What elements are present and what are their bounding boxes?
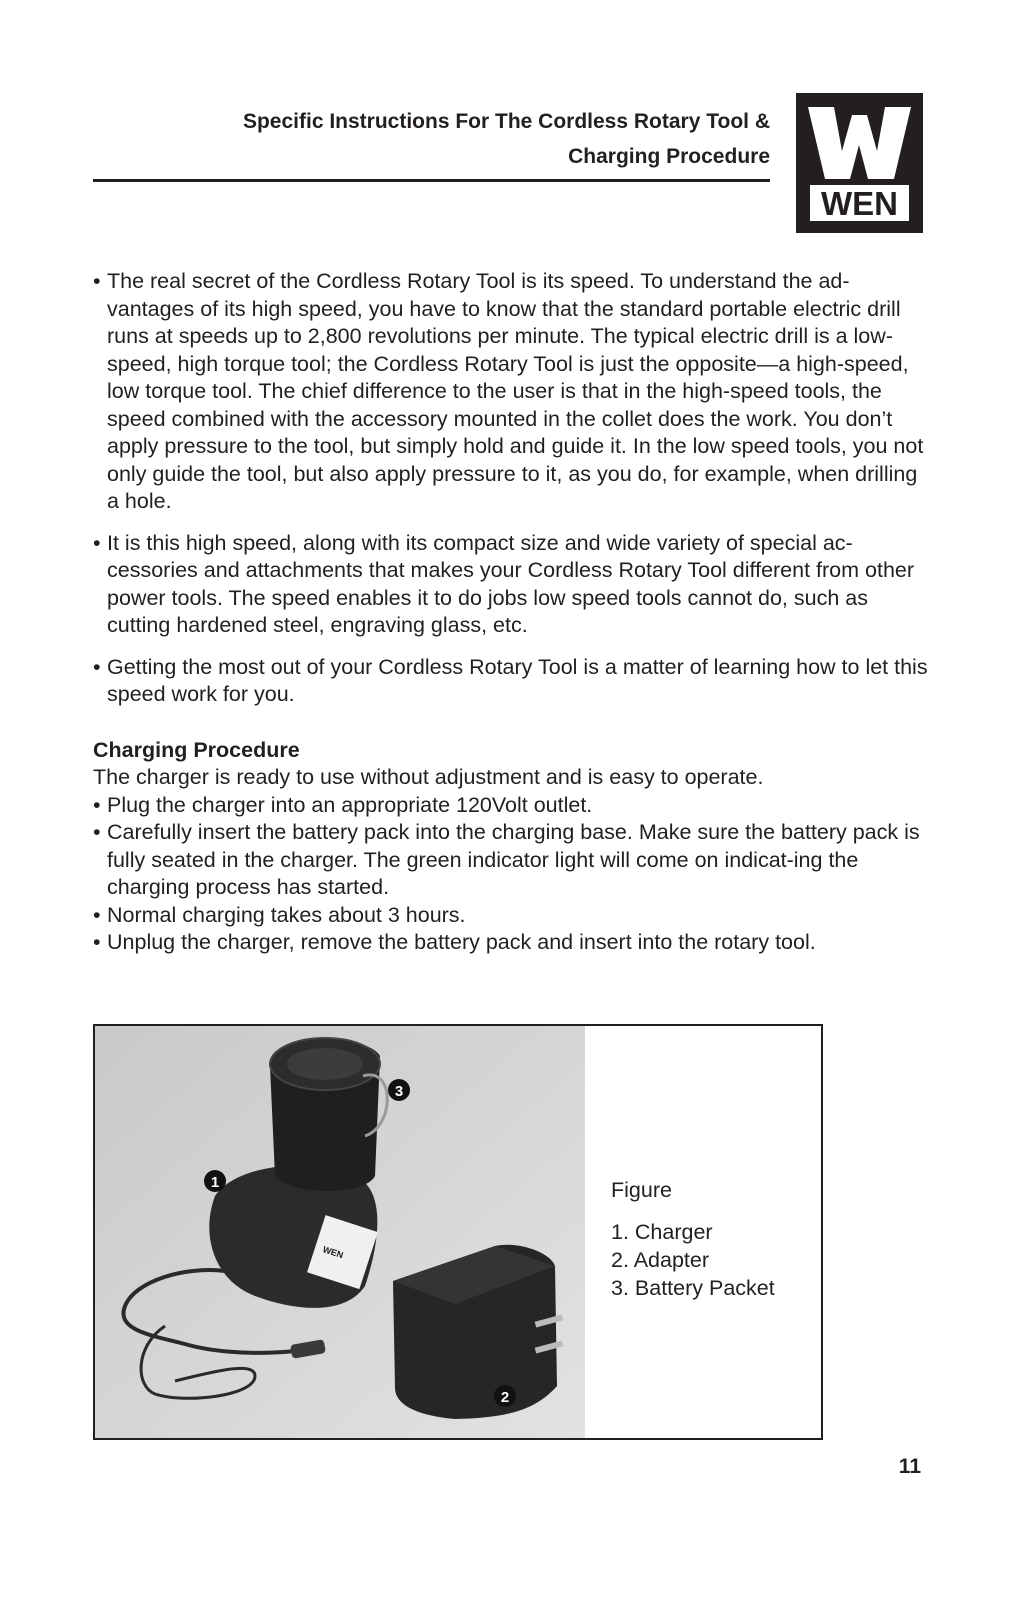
figure-item-2: 2. Adapter xyxy=(611,1248,710,1272)
figure-item-1: 1. Charger xyxy=(611,1220,713,1244)
header-title-line-2: Charging Procedure xyxy=(568,145,770,168)
intro-bullet-3: • Getting the most out of your Cordless Rotary Tool is a matter of learning how to let this speed work for you. xyxy=(93,654,928,706)
callout-3 xyxy=(388,1079,410,1101)
logo-text: WEN xyxy=(821,185,898,222)
header-title-line-1: Specific Instructions For The Cordless Rotary Tool & xyxy=(242,110,770,133)
intro-bullet-1: • The real secret of the Cordless Rotary Tool is its speed. To understand the ad-vantages of its high speed, you have to know that the standard portable electric drill runs at speeds up to 2,800 revolutions per minute. The typical electric drill is a low-speed, high torque tool; the Cordless Rotary Tool is just the opposite—a high-speed, low torque tool. The chief difference to the user is that in the high-speed tools, the speed combined with the accessory mounted in the collet does the work. You don’t apply pressure to the tool, but simply hold and guide it. In the low speed tools, you not only guide the tool, but also apply pressure to it, as you do, for example, when drilling a hole. xyxy=(93,269,924,513)
product-photo xyxy=(95,1026,585,1438)
figure-caption xyxy=(611,1176,775,1302)
logo-w-mark xyxy=(808,107,911,179)
charging-heading: Charging Procedure xyxy=(93,737,300,762)
charging-step-3: • Normal charging takes about 3 hours. xyxy=(93,902,466,927)
figure-box xyxy=(93,1024,823,1440)
wen-logo xyxy=(796,93,923,233)
charging-step-2: • Carefully insert the battery pack into the charging base. Make sure the battery pack is fully seated in the charger. The green indicator light will come on indicat-ing the charging process has started. xyxy=(93,820,920,899)
intro-bullet-2: • It is this high speed, along with its compact size and wide variety of special ac-cessories and attachments that makes your Cordless Rotary Tool different from other power tools. The speed enables it to do jobs low speed tools cannot do, such as cutting hardened steel, engraving glass, etc. xyxy=(93,530,915,637)
page-number: 11 xyxy=(898,1455,921,1478)
callout-3-label: 3 xyxy=(394,1083,404,1100)
callout-1 xyxy=(204,1170,226,1192)
charging-step-1: • Plug the charger into an appropriate 120Volt outlet. xyxy=(93,792,593,817)
callout-2 xyxy=(494,1385,516,1407)
svg-text:WEN: WEN xyxy=(321,1244,345,1261)
callout-1-label: 1 xyxy=(210,1174,220,1191)
charging-step-4: • Unplug the charger, remove the battery pack and insert into the rotary tool. xyxy=(93,930,816,954)
page-header-title xyxy=(70,104,770,174)
figure-item-3: 3. Battery Packet xyxy=(611,1276,775,1300)
header-divider xyxy=(93,179,770,182)
figure-title: Figure xyxy=(611,1178,672,1202)
body-text xyxy=(93,268,933,957)
charging-intro: The charger is ready to use without adjustment and is easy to operate. xyxy=(93,765,764,789)
callout-2-label: 2 xyxy=(500,1389,510,1406)
